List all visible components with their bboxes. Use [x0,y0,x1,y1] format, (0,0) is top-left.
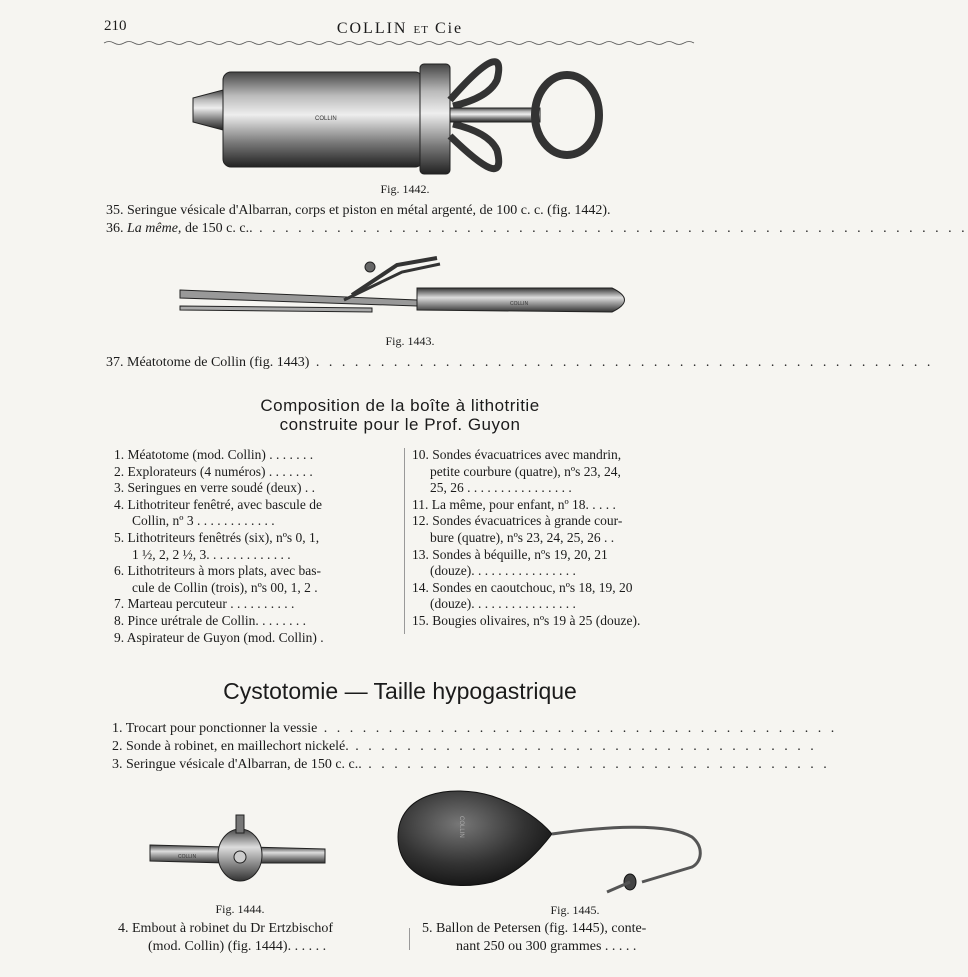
embout-illustration [140,815,340,895]
item-4-line1: 4. Embout à robinet du Dr Ertzbischof [118,921,334,936]
figure-caption-1442: Fig. 1442. [380,182,430,196]
item-35: 35. Seringue vésicale d'Albarran, corps et piston en métal argenté, de 100 c. c. (fig. 1442). [106,203,611,218]
list-item: 11. La même, pour enfant, nº 18. . . . . [412,496,616,512]
engraving-1444: COLLIN [178,854,197,860]
engraving-1443: COLLIN [510,301,529,307]
list-item: 5. Lithotriteurs fenêtrés (six), nºs 0, 1, [114,529,320,545]
item-4-line2: (mod. Collin) (fig. 1444). . . . . . [148,939,327,954]
running-title-main: COLLIN [336,20,408,37]
item-5-line2: nant 250 ou 300 grammes . . . . . [456,939,637,954]
item-37: 37. Méatotome de Collin (fig. 1443) . . . . . . . . . . . . . . . . . . . . . . . . . . . . . . . . . . . . . . . . . . . . . . . . [106,355,934,370]
list-item: 7. Marteau percuteur . . . . . . . . . . [114,596,295,612]
bottom-column-divider [409,928,410,950]
cystotomie-item-2: 2. Sonde à robinet, en maillechort nickelé. . . . . . . . . . . . . . . . . . . . . . . . . . . . . . . . . . . . . [112,739,817,754]
list-item: 12. Sondes évacuatrices à grande cour- [412,513,623,529]
lithotritie-right-column [412,447,674,630]
list-item: 1. Méatotome (mod. Collin) . . . . . . . [114,447,314,462]
column-divider [404,448,405,634]
syringe-illustration [185,50,625,180]
list-item-continuation: cule de Collin (trois), nºs 00, 1, 2 . [132,579,318,595]
meatotome-illustration [172,250,637,325]
list-item-continuation: bure (quatre), nºs 23, 24, 25, 26 . . [430,529,615,545]
engraving-1442: COLLIN [315,116,337,122]
list-item: 9. Aspirateur de Guyon (mod. Collin) . [114,629,324,645]
list-item-continuation: (douze). . . . . . . . . . . . . . . . [430,596,576,612]
section-title-cystotomie: Cystotomie — Taille hypogastrique [223,678,577,704]
lithotritie-left-column [114,447,366,646]
list-item: 3. Seringues en verre soudé (deux) . . [114,480,315,496]
list-item: 10. Sondes évacuatrices avec mandrin, [412,447,622,462]
list-item: 13. Sondes à béquille, nºs 19, 20, 21 [412,546,608,562]
list-item: 14. Sondes en caoutchouc, nºs 18, 19, 20 [412,579,633,595]
figure-caption-1444: Fig. 1444. [215,902,265,916]
cystotomie-item-3: 3. Seringue vésicale d'Albarran, de 150 c. c.. . . . . . . . . . . . . . . . . . . . . . . . . . . . . . . . . . . . . [112,757,830,772]
running-title-cie: Cie [434,20,464,37]
running-title [0,20,800,38]
cystotomie-item-1: 1. Trocart pour ponctionner la vessie . . . . . . . . . . . . . . . . . . . . . . . . . . . . . . . . . . . . . . . . [112,721,838,736]
list-item: 2. Explorateurs (4 numéros) . . . . . . . [114,463,313,479]
list-item: 4. Lithotriteur fenêtré, avec bascule de [114,496,323,512]
item-36: 36. La même, de 150 c. c.. . . . . . . . . . . . . . . . . . . . . . . . . . . . . . . . . . . . . . . . . . . . . . . . . . . . . . . . [106,221,968,236]
list-item-continuation: Collin, nº 3 . . . . . . . . . . . . [132,513,275,529]
ballon-illustration [392,782,704,900]
list-item: 15. Bougies olivaires, nºs 19 à 25 (douze). [412,612,641,628]
list-item: 6. Lithotriteurs à mors plats, avec bas- [114,563,321,579]
running-title-et: ET [413,24,429,36]
engraving-1445: COLLIN [458,816,464,838]
list-item-continuation: (douze). . . . . . . . . . . . . . . . [430,563,576,579]
list-item-continuation: 25, 26 . . . . . . . . . . . . . . . . [430,480,572,496]
list-item-continuation: petite courbure (quatre), nºs 23, 24, [430,463,621,479]
list-item-continuation: 1 ½, 2, 2 ½, 3. . . . . . . . . . . . . [132,546,291,562]
header-wavy-rule [104,38,694,48]
item-5-line1: 5. Ballon de Petersen (fig. 1445), conte- [422,921,647,936]
page-number: 210 [104,18,127,34]
list-item: 8. Pince urétrale de Collin. . . . . . . . [114,612,306,628]
figure-caption-1445: Fig. 1445. [550,903,600,917]
section-title-line2: construite pour le Prof. Guyon [279,415,521,434]
section-title-line1: Composition de la boîte à lithotritie [260,396,540,415]
figure-caption-1443: Fig. 1443. [385,334,435,348]
